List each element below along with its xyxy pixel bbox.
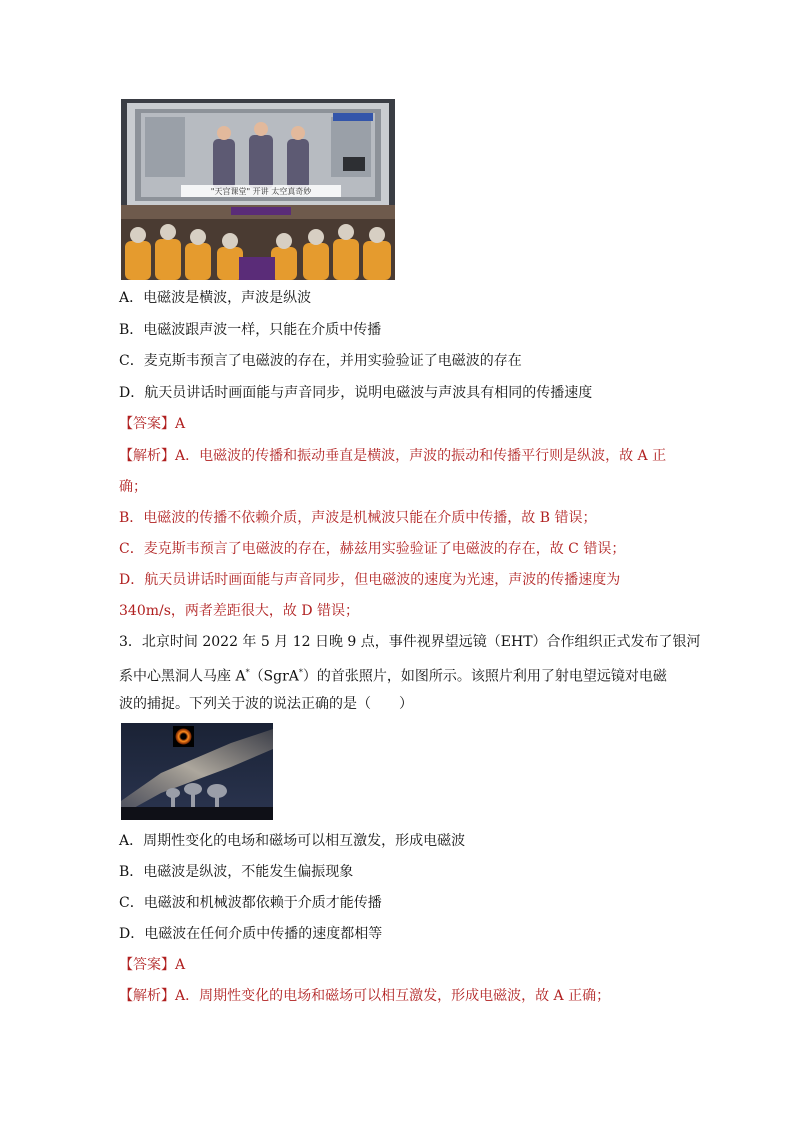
- q3-option-b: B．电磁波是纵波，不能发生偏振现象: [119, 864, 354, 880]
- q2-analysis-a-text: A．电磁波的传播和振动垂直是横波，声波的振动和传播平行则是纵波，故 A 正: [175, 448, 667, 464]
- q2-analysis-tag: 【解析】: [119, 448, 175, 464]
- q2-option-a: A．电磁波是横波，声波是纵波: [119, 290, 312, 306]
- q3-option-a: A．周期性变化的电场和磁场可以相互激发，形成电磁波: [119, 833, 466, 849]
- q3-option-d: D．电磁波在任何介质中传播的速度都相等: [119, 926, 383, 942]
- q3-stem-line2: [119, 664, 667, 686]
- screen-banner-text: "天宫课堂" 开讲 太空真奇妙: [210, 187, 312, 196]
- q2-analysis-d: D．航天员讲话时画面能与声音同步，但电磁波的速度为光速，声波的传播速度为: [119, 572, 621, 588]
- q2-option-d: D．航天员讲话时画面能与声音同步，说明电磁波与声波具有相同的传播速度: [119, 385, 593, 401]
- space-classroom-photo: [121, 99, 395, 280]
- q2-analysis-b: B．电磁波的传播不依赖介质，声波是机械波只能在介质中传播，故 B 错误；: [119, 510, 597, 526]
- q3-stem-sup1: *: [245, 668, 250, 677]
- q2-answer: [119, 415, 185, 433]
- milky-way-telescope-photo: [121, 723, 273, 820]
- q2-answer-value: A: [175, 416, 186, 432]
- q2-answer-tag: 【答案】: [119, 416, 175, 432]
- q3-analysis-tag: 【解析】: [119, 988, 175, 1004]
- q3-answer: [119, 956, 185, 974]
- q2-analysis-a-cont: 确；: [119, 479, 147, 495]
- q3-stem-line3: 波的捕捉。下列关于波的说法正确的是（ ）: [119, 696, 413, 712]
- q3-answer-value: A: [175, 957, 186, 973]
- q3-option-c: C．电磁波和机械波都依赖于介质才能传播: [119, 895, 382, 911]
- q3-stem-sup2: *: [298, 668, 303, 677]
- q3-analysis-a: [119, 987, 610, 1005]
- q3-analysis-a-text: A．周期性变化的电场和磁场可以相互激发，形成电磁波，故 A 正确；: [175, 988, 611, 1004]
- q3-stem-part-b: （SgrA: [249, 668, 299, 685]
- q2-option-b: B．电磁波跟声波一样，只能在介质中传播: [119, 322, 382, 338]
- q3-stem-part-c: ）的首张照片，如图所示。该照片利用了射电望远镜对电磁: [302, 668, 667, 685]
- q2-analysis-c: C．麦克斯韦预言了电磁波的存在，赫兹用实验验证了电磁波的存在，故 C 错误；: [119, 541, 626, 557]
- q3-answer-tag: 【答案】: [119, 957, 175, 973]
- q2-option-c: C．麦克斯韦预言了电磁波的存在，并用实验验证了电磁波的存在: [119, 353, 522, 369]
- q2-analysis-d-cont: 340m/s，两者差距很大，故 D 错误；: [119, 603, 360, 619]
- q3-stem-line1: 3．北京时间 2022 年 5 月 12 日晚 9 点，事件视界望远镜（EHT）合作组织正式发布了银河: [119, 634, 701, 650]
- q3-stem-part-a: 系中心黑洞人马座 A: [119, 668, 246, 685]
- q2-analysis-a: [119, 447, 666, 465]
